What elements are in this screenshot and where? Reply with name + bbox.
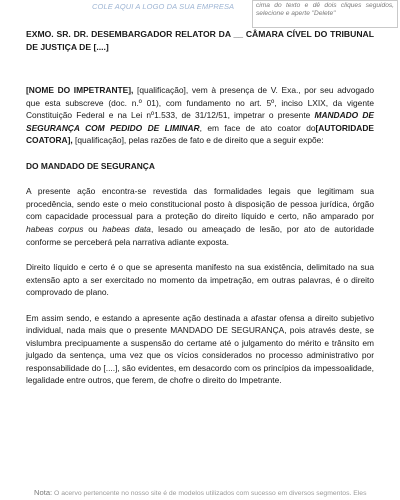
footer-note-label: Nota: bbox=[34, 488, 53, 497]
section-title: DO MANDADO DE SEGURANÇA bbox=[26, 160, 155, 171]
intro-text-2: , em face de ato coator do bbox=[199, 122, 316, 133]
impetrante-name: [NOME DO IMPETRANTE], bbox=[26, 85, 134, 95]
paragraph-direito-liquido: Direito líquido e certo é o que se apresenta manifesto na sua existência, delimitado na sua extensão apto a ser exercitado no momento da impetração, em outras palavras, é o direito comprovado de plano. bbox=[26, 261, 374, 298]
document-body bbox=[26, 28, 374, 400]
instruction-hint-box: cima do texto e dê dois cliques seguidos, selecione e aperte "Delete" bbox=[252, 0, 398, 28]
habeas-data: habeas data bbox=[102, 223, 151, 234]
paragraph-em-assim-sendo: Em assim sendo, e estando a apresente ação destinada a afastar ofensa a direito subjetivo individual, nada mais que o presente MANDADO DE SEGURANÇA, pois através deste, se vislumbra precipuamente a suspensão do certame até o julgamento do mérito e trânsito em julgado da sentença, uma vez que os vícios considerados no processo administrativo por responsabilidade do [....], são evidentes, em desacordo com os princípios da impessoalidade, legalidade entre outros, que ferem, de chofre o direito do Impetrante. bbox=[26, 312, 374, 386]
court-address: EXMO. SR. DR. DESEMBARGADOR RELATOR DA __ CÂMARA CÍVEL DO TRIBUNAL DE JUSTIÇA DE [....] bbox=[26, 29, 374, 52]
footer-note-text: O acervo pertencente no nosso site é de modelos utilizados com sucesso em diversos segmentos. Eles bbox=[52, 490, 367, 497]
logo-placeholder: COLE AQUI A LOGO DA SUA EMPRESA bbox=[92, 2, 235, 11]
paragraph-procedencia bbox=[26, 185, 374, 248]
habeas-corpus: habeas corpus bbox=[26, 223, 84, 234]
p2-text-3: , lesado ou ameaçado de lesão, por ato de autoridade conforme se perceberá pela narrativa adiante exposta. bbox=[26, 223, 374, 247]
intro-text-1: [qualificação], vem à presença de V. Exa., por seu advogado que esta subscreve (doc. n.º 01), com fundamento no art. 5º, inciso LXIX, da vigente Constituição Federal e na Lei nº1.533, de 31/12/51, impetrar o presente bbox=[26, 85, 374, 121]
mandado-title: MANDADO DE SEGURANÇA COM PEDIDO DE LIMINAR bbox=[26, 110, 374, 133]
footer-note bbox=[34, 488, 396, 497]
autoridade-coatora: [AUTORIDADE COATORA], bbox=[26, 122, 374, 146]
p2-text-1: A presente ação encontra-se revestida das formalidades legais que legitimam sua procedência, sendo este o meio constitucional posto à disposição de pessoa jurídica, órgão com capacidade processual para a proteção do direito líquido e certo, não amparado por bbox=[26, 186, 374, 222]
p2-text-2: ou bbox=[83, 223, 103, 234]
intro-text-3: [qualificação], pelas razões de fato e de direito que a seguir expõe: bbox=[72, 135, 324, 146]
petition-intro-paragraph bbox=[26, 84, 374, 147]
